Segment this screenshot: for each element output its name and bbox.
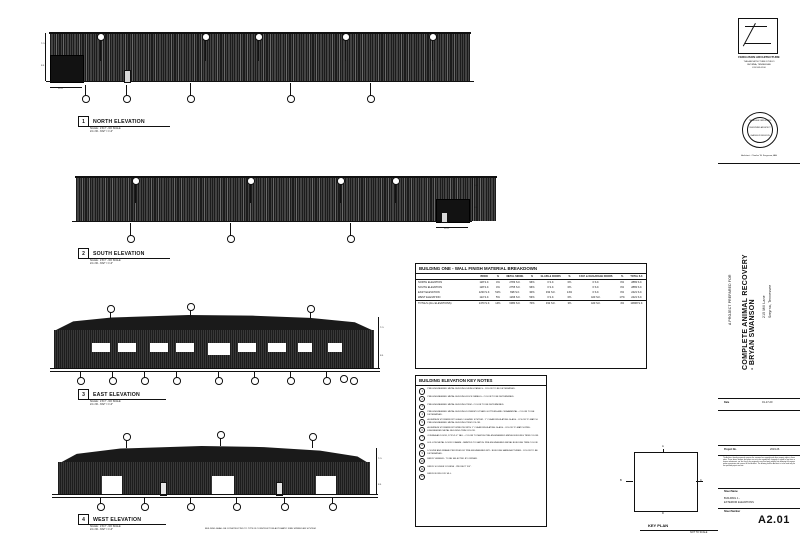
key-note-text-1: PRE-ENGINEERED METAL BUILDING SIDING PANELS - COLOR TO BE DETERMINED.	[427, 388, 516, 390]
firm-sub-1: THE ARCHITECTURE STUDIO	[743, 61, 775, 63]
mat-row-2-c6: 0 S.F.	[592, 291, 600, 294]
mat-totals-c2: 6380 S.F.	[509, 302, 521, 305]
mat-totals-c3: 70%	[529, 302, 535, 305]
list-item	[419, 450, 543, 457]
north-elevation-label: NORTH ELEVATION	[93, 118, 145, 125]
west-elevation-scale	[90, 525, 121, 531]
mat-col-1: BRICK	[480, 275, 489, 278]
south-elevation-label: SOUTH ELEVATION	[93, 250, 145, 257]
mat-totals-c1: 14%	[495, 302, 501, 305]
key-note-num-9: 9	[419, 450, 425, 456]
key-note-text-10: BRICK VENEER - TO BE SELECTED BY OWNER.	[427, 457, 478, 460]
key-plan-box	[634, 452, 698, 512]
sheet-number-label: Sheet Number	[724, 510, 741, 513]
title-block	[718, 0, 800, 540]
list-item	[419, 396, 543, 403]
list-item	[419, 427, 543, 434]
architect-line: Architect : Charles W. Ferguson, AIA	[741, 155, 777, 157]
firm-name: FERGUSON ARCHITECTURE	[738, 55, 780, 59]
south-elevation-scale	[90, 259, 121, 265]
title-divider-4	[718, 445, 800, 446]
key-plan-label: KEY PLAN	[648, 523, 669, 528]
mat-row-3-c1: 5%	[496, 296, 500, 299]
mat-row-3-c3: 53%	[529, 296, 535, 299]
key-note-text-7: OVERHEAD DOOR, 12'X14'-0" TALL - COLOR TO MATCH PRE-ENGINEERED METAL BUILDING TRIM COLOR.	[427, 434, 539, 437]
sheet-number-value: A2.01	[758, 514, 790, 526]
key-note-text-8: HOLLOW METAL DOOR / FRAME - PAINTED TO MATCH PRE-ENGINEERED METAL BUILDING TRIM COLOR.	[427, 442, 539, 445]
firm-sub-3: 615.555.0100	[752, 67, 766, 69]
list-item	[419, 473, 543, 480]
mat-row-1-c1: 4%	[496, 286, 500, 289]
project-address-2: Smyrna, Tennessee	[768, 284, 772, 318]
list-item	[419, 466, 543, 473]
date-label: Date	[724, 401, 730, 404]
mat-col-7: F.R.P. & OH/GARAGE DOORS	[579, 275, 613, 278]
south-elevation-number: 2	[78, 248, 89, 259]
east-elevation-number: 3	[78, 389, 89, 400]
title-divider-1	[718, 163, 800, 164]
list-item	[419, 435, 543, 442]
title-divider-3	[718, 410, 800, 411]
key-note-num-1: 1	[419, 388, 425, 394]
key-note-num-8: 8	[419, 443, 425, 449]
east-elevation-drawing: T.O. F.F.	[40, 305, 370, 385]
title-divider-6	[718, 488, 800, 489]
sheet-name-value-1: BUILDING 1 -	[724, 497, 740, 500]
list-item	[419, 404, 543, 411]
mat-row-0-c5: 0%	[567, 281, 572, 284]
date-value: 01-17-20	[762, 401, 773, 404]
west-elevation-label: WEST ELEVATION	[93, 516, 142, 523]
mat-row-2-c8: 2421 S.F.	[631, 291, 643, 294]
project-address-1: 215 Mill Lane	[762, 295, 766, 318]
key-note-num-2: 2	[419, 396, 425, 402]
key-note-num-4: 4	[419, 411, 425, 417]
key-plan-tick-top	[663, 449, 664, 453]
key-note-text-6: ALUMINUM STOREFRONT WINDOW WITH 1" CLEAR INSULATING GLASS - COLOR TO MATCH PRE-ENGINEERED METAL BUILDING TRIM COLOR.	[427, 426, 531, 432]
mat-row-1-c4: 0 S.F.	[547, 286, 555, 289]
mat-row-0-c8: 2883 S.F.	[631, 281, 643, 284]
mat-row-1-label: SOUTH ELEVATION	[418, 286, 442, 289]
mat-row-2-c7: 0%	[620, 291, 625, 294]
mat-totals-c8: 10608 S.F.	[630, 302, 643, 305]
mat-row-0-c4: 0 S.F.	[547, 281, 555, 284]
east-elevation-scale	[90, 400, 121, 406]
prepared-for-label: A PROJECT PREPARED FOR	[728, 274, 732, 325]
mat-totals-c6: 423 S.F.	[591, 302, 601, 305]
mat-col-8: %	[621, 275, 624, 278]
key-plan-mark-a: A	[662, 445, 664, 448]
south-elevation-drawing: T.O. F.F. 20'-0"	[40, 165, 480, 265]
project-no-label: Project No.	[724, 448, 737, 451]
mat-totals-label: TOTALS (ALL ELEVATIONS)	[418, 302, 452, 305]
mat-row-2-c0: 1230 S.F.	[478, 291, 490, 294]
mat-row-3-c5: 0%	[567, 296, 572, 299]
mat-row-0-c7: 0%	[620, 281, 625, 284]
sheet-name-label: Sheet Name	[724, 490, 738, 493]
east-elevation-label: EAST ELEVATION	[93, 391, 140, 398]
south-scale-line-1: SCALE : 1'X17' - NO SCALE	[90, 259, 121, 262]
material-table-title: BUILDING ONE - WALL FINISH MATERIAL BREAKDOWN	[419, 266, 538, 271]
key-note-text-12: BRICK ROWLOCK SILL.	[427, 473, 452, 476]
elevation-key-notes	[415, 375, 547, 527]
table-row-totals	[416, 301, 646, 307]
key-note-num-7: 7	[419, 435, 425, 441]
mat-row-0-c0: 128 S.F.	[479, 281, 490, 284]
mat-row-3-c0: 122 S.F.	[479, 296, 490, 299]
north-elevation-number: 1	[78, 116, 89, 127]
mat-row-3-c4: 0 S.F.	[547, 296, 555, 299]
west-elevation-drawing: T.O. F.F.	[40, 440, 370, 520]
key-note-text-3: PRE-ENGINEERED METAL BUILDING TRIM - COLOR TO BE DETERMINED.	[427, 403, 505, 406]
material-table-grid	[416, 274, 646, 306]
mat-row-1-c7: 0%	[620, 286, 625, 289]
mat-col-5: GLASS & DOORS	[540, 275, 561, 278]
sheet-name-value-2: EXTERIOR ELEVATIONS	[724, 501, 754, 504]
architect-seal	[742, 112, 778, 148]
mat-row-3-c7: 17%	[619, 296, 625, 299]
mat-row-3-c2: 1296 S.F.	[509, 296, 521, 299]
seal-mid-text: REGISTERED ARCHITECT	[749, 127, 771, 129]
mat-totals-c7: 4%	[620, 302, 625, 305]
mat-row-0-c1: 4%	[496, 281, 500, 284]
mat-row-3-label: WEST ELEVATION	[418, 296, 441, 299]
mat-row-3-c6: 423 S.F.	[591, 296, 601, 299]
project-no-value: 2019.26	[770, 448, 780, 451]
key-note-num-11: 11	[420, 467, 424, 471]
mat-row-2-c5: 14%	[566, 291, 573, 294]
north-scale-line-1: SCALE : 1'X17' - NO SCALE	[90, 127, 121, 130]
mat-row-0-c2: 2783 S.F.	[509, 281, 521, 284]
mat-row-0-c6: 0 S.F.	[592, 281, 600, 284]
east-scale-line-1: SCALE : 1'X17' - NO SCALE	[90, 400, 121, 403]
list-item	[419, 388, 543, 395]
seal-top-text: TENNESSEE STATE BOARD	[748, 120, 772, 122]
west-scale-line-2: 24 x 36 - 3/32" = 1'-0"	[90, 528, 113, 532]
key-plan-underline	[640, 530, 720, 531]
key-notes-footer: BUILDING SHALL BE CONSTRUCTED TO TYPE III CONSTRUCTION AUTOMATIC FIRE SPRINKLER SYSTEM.	[205, 528, 317, 530]
mat-row-1-c5: 0%	[567, 286, 572, 289]
north-scale-line-2: 24 x 36 - 3/32" = 1'-0"	[90, 130, 113, 134]
mat-row-2-c1: 51%	[495, 291, 501, 294]
mat-row-1-c3: 96%	[529, 286, 535, 289]
list-item	[419, 411, 543, 418]
material-breakdown-table	[415, 263, 647, 369]
north-elevation-scale	[90, 127, 121, 133]
key-plan-mark-d: D	[662, 512, 664, 515]
list-item	[419, 458, 543, 465]
title-divider-5	[718, 455, 800, 456]
key-note-num-3: 3	[419, 404, 425, 410]
key-note-num-6: 6	[419, 427, 425, 433]
mat-row-1-c2: 2755 S.F.	[509, 286, 521, 289]
project-title: COMPLETE ANIMAL RECOVERY - BRYAN SWANSON	[742, 254, 756, 370]
title-divider-7	[718, 508, 800, 509]
mat-row-2-c3: 30%	[529, 291, 535, 294]
west-scale-line-1: SCALE : 1'X17' - NO SCALE	[90, 525, 121, 528]
firm-sub-2: SMYRNA, TENNESSEE	[747, 64, 771, 66]
north-elevation-drawing: T.O. F.F. 20'-0"	[40, 25, 480, 125]
mat-row-2-c4: 332 S.F.	[545, 291, 556, 294]
key-note-text-2: PRE-ENGINEERED METAL BUILDING ROOF PANELS - COLOR TO BE DETERMINED.	[427, 395, 515, 398]
key-notes-title: BUILDING ELEVATION KEY NOTES	[419, 378, 493, 383]
seal-bottom-text: CHARLES W. FERGUSON	[750, 136, 770, 137]
mat-col-6: %	[568, 275, 571, 278]
mat-totals-c4: 332 S.F.	[545, 302, 556, 305]
key-note-text-4: PRE-ENGINEERED METAL BUILDING DOWNSPOUT AND GUTTERS AND ORNAMENTAL - COLOR TO BE DETERMINED.	[427, 411, 535, 417]
mat-row-1-c6: 0 S.F.	[592, 286, 600, 289]
mat-row-0-c3: 96%	[529, 281, 535, 284]
mat-row-1-c0: 128 S.F.	[479, 286, 490, 289]
title-divider-2	[718, 398, 800, 399]
mat-col-3: METAL SIDING	[506, 275, 524, 278]
key-note-num-10: 10	[420, 459, 424, 463]
west-elevation-number: 4	[78, 514, 89, 525]
list-item	[419, 442, 543, 449]
key-plan-tick-left	[626, 481, 633, 482]
key-note-text-9: LOUVER AND FRAME PROVIDED BY PRE-ENGINEERED MTL. BUILDING MANUFACTURER - COLOR TO BE DETERMINED.	[427, 450, 538, 455]
list-item	[419, 419, 543, 426]
copyright-note: The Architect hereby expressly reserves the common law copyright and other property rights in these plans. These ideas, designs and plans are not to be reproduced, changed or copied in any form or manner whatsoever, nor are they to be assigned to any third party without first obtaining the express written permission and consent of the Architect. The drawing and the Architect is to be used only for the specified project and site.	[723, 458, 795, 467]
south-scale-line-2: 24 x 36 - 3/32" = 1'-0"	[90, 262, 113, 266]
mat-col-4: %	[530, 275, 533, 278]
key-plan-scale: NOT TO SCALE	[690, 531, 708, 534]
east-scale-line-2: 24 x 36 - 3/32" = 1'-0"	[90, 403, 113, 407]
mat-row-2-label: EAST ELEVATION	[418, 291, 440, 294]
mat-col-9: TOTAL S.F.	[630, 275, 643, 278]
firm-logo	[738, 18, 778, 54]
key-plan-mark-b: B	[620, 479, 622, 482]
key-note-text-5: ALUMINUM STOREFRONT GLASS / GLAZED SYSTEM - 1" CLEAR INSULATING GLASS - COLOR TO MATCH PRE-ENGINEERED METAL BUILDING TRIM COLOR.	[427, 419, 538, 424]
key-note-num-12: 12	[420, 475, 424, 479]
mat-row-2-c2: 698 S.F.	[510, 291, 520, 294]
mat-col-2: %	[496, 275, 499, 278]
mat-totals-c5: 3%	[567, 302, 572, 305]
key-plan-tick-right	[696, 481, 703, 482]
key-note-num-5: 5	[419, 419, 425, 425]
mat-row-0-label: NORTH ELEVATION	[418, 281, 443, 284]
key-note-text-11: BRICK SOLDIER COURSE - PROJECT 3/4".	[427, 465, 472, 468]
mat-row-1-c8: 2883 S.F.	[631, 286, 643, 289]
mat-row-3-c8: 2421 S.F.	[631, 296, 643, 299]
mat-totals-c0: 1470 S.F.	[478, 302, 490, 305]
